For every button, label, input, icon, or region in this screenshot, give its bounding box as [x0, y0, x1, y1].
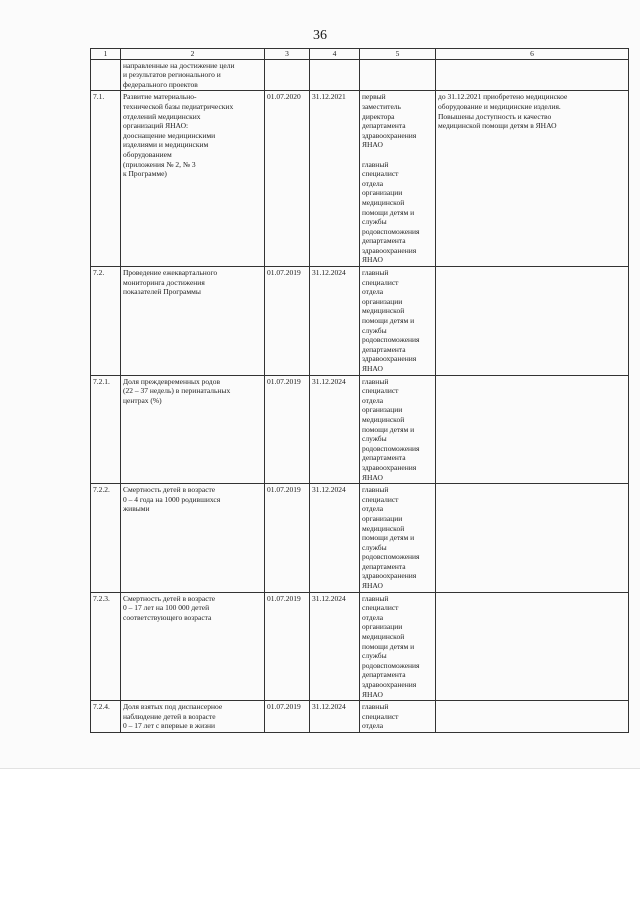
responsible-line: департамента	[362, 561, 406, 571]
responsible-line: здравоохранения	[362, 245, 417, 255]
activity-name-line: направленные на достижение цели	[123, 60, 235, 70]
end-date: 31.12.2024	[310, 592, 360, 701]
responsible-line: организации	[362, 405, 403, 415]
responsible-cell	[360, 592, 436, 701]
responsible-line: отдела	[362, 612, 384, 622]
responsible-line: директора	[362, 111, 395, 121]
end-date: 31.12.2021	[310, 91, 360, 267]
activity-name-line: оборудованием	[123, 149, 172, 159]
result-cell	[436, 701, 629, 733]
activity-name-line: изделиями и медицинским	[123, 140, 209, 150]
responsible-line: отдела	[362, 504, 384, 514]
start-date: 01.07.2019	[265, 267, 310, 376]
activity-name-line: организаций ЯНАО:	[123, 121, 189, 131]
activity-name-line: 0 – 17 лет на 100 000 детей	[123, 603, 210, 613]
table-row	[91, 701, 629, 733]
activity-name-cell	[121, 267, 265, 376]
responsible-line: главный	[362, 159, 389, 169]
column-number: 2	[121, 49, 265, 60]
activity-name-line: (приложения № 2, № 3	[123, 159, 196, 169]
item-number: 7.2.	[91, 267, 121, 376]
item-number: 7.2.4.	[91, 701, 121, 733]
responsible-line: родовспоможения	[362, 443, 420, 453]
responsible-cell	[360, 267, 436, 376]
responsible-line: департамента	[362, 236, 406, 246]
column-number-row	[91, 49, 629, 60]
responsible-line: помощи детям и	[362, 533, 415, 543]
responsible-line: службы	[362, 542, 387, 552]
action-plan-table	[90, 48, 629, 733]
responsible-cell	[360, 375, 436, 484]
responsible-line: главный	[362, 485, 389, 495]
item-number: 7.2.1.	[91, 375, 121, 484]
table-row	[91, 592, 629, 701]
table-row	[91, 267, 629, 376]
responsible-line: отдела	[362, 395, 384, 405]
responsible-line: первый	[362, 92, 386, 102]
activity-name-line: дооснащение медицинскими	[123, 130, 216, 140]
table-row	[91, 59, 629, 91]
start-date: 01.07.2020	[265, 91, 310, 267]
start-date: 01.07.2019	[265, 375, 310, 484]
responsible-line: главный	[362, 268, 389, 278]
end-date: 31.12.2024	[310, 701, 360, 733]
activity-name-line: Развитие материально-	[123, 92, 197, 102]
result-cell	[436, 484, 629, 593]
responsible-line: службы	[362, 651, 387, 661]
table-row	[91, 375, 629, 484]
responsible-line: отдела	[362, 721, 384, 731]
item-number: 7.1.	[91, 91, 121, 267]
responsible-line: службы	[362, 217, 387, 227]
responsible-line: родовспоможения	[362, 226, 420, 236]
responsible-line: специалист	[362, 603, 399, 613]
activity-name-cell	[121, 91, 265, 267]
responsible-line: ЯНАО	[362, 689, 383, 699]
responsible-line: родовспоможения	[362, 335, 420, 345]
responsible-line: организации	[362, 296, 403, 306]
responsible-line: медицинской	[362, 414, 405, 424]
end-date: 31.12.2024	[310, 375, 360, 484]
column-number: 3	[265, 49, 310, 60]
activity-name-line: Смертность детей в возрасте	[123, 593, 216, 603]
responsible-line: отдела	[362, 287, 384, 297]
responsible-line: ЯНАО	[362, 255, 383, 265]
responsible-line: ЯНАО	[362, 581, 383, 591]
table-row	[91, 91, 629, 267]
responsible-line: медицинской	[362, 197, 405, 207]
responsible-line: ЯНАО	[362, 472, 383, 482]
result-cell	[436, 267, 629, 376]
start-date: 01.07.2019	[265, 484, 310, 593]
responsible-line: департамента	[362, 670, 406, 680]
responsible-line: специалист	[362, 711, 399, 721]
start-date: 01.07.2019	[265, 701, 310, 733]
column-number: 4	[310, 49, 360, 60]
responsible-line: организации	[362, 622, 403, 632]
responsible-line: здравоохранения	[362, 130, 417, 140]
responsible-line: родовспоможения	[362, 660, 420, 670]
responsible-line: службы	[362, 325, 387, 335]
page-number: 36	[313, 28, 327, 43]
responsible-line: специалист	[362, 169, 399, 179]
responsible-line: медицинской	[362, 306, 405, 316]
start-date	[265, 59, 310, 91]
responsible-cell	[360, 91, 436, 267]
responsible-line: здравоохранения	[362, 462, 417, 472]
item-number	[91, 59, 121, 91]
table-row	[91, 484, 629, 593]
responsible-line: здравоохранения	[362, 680, 417, 689]
result-line: Повышены доступность и качество	[438, 111, 552, 121]
activity-name-line: Смертность детей в возрасте	[123, 485, 216, 495]
activity-name-line: и результатов регионального и	[123, 70, 221, 80]
responsible-line: организации	[362, 188, 403, 198]
activity-name-line: федерального проектов	[123, 79, 198, 89]
column-number: 1	[91, 49, 121, 60]
column-number: 5	[360, 49, 436, 60]
responsible-line: службы	[362, 434, 387, 444]
result-cell	[436, 592, 629, 701]
activity-name-line: соответствующего возраста	[123, 612, 212, 622]
activity-name-line: Проведение ежеквартального	[123, 268, 218, 278]
result-line: оборудование и медицинские изделия.	[438, 101, 561, 111]
activity-name-line: наблюдение детей в возрасте	[123, 711, 216, 721]
item-number: 7.2.3.	[91, 592, 121, 701]
start-date: 01.07.2019	[265, 592, 310, 701]
responsible-line: главный	[362, 376, 389, 386]
result-line: до 31.12.2021 приобретено медицинское	[438, 92, 568, 102]
activity-name-line: (22 – 37 недель) в перинатальных	[123, 386, 231, 396]
responsible-line: департамента	[362, 121, 406, 131]
activity-name-line: показателей Программы	[123, 287, 201, 297]
responsible-line: родовспоможения	[362, 552, 420, 562]
result-cell	[436, 59, 629, 91]
responsible-line: помощи детям и	[362, 316, 415, 326]
responsible-line: помощи детям и	[362, 207, 415, 217]
responsible-line: здравоохранения	[362, 571, 417, 581]
end-date: 31.12.2024	[310, 484, 360, 593]
activity-name-cell	[121, 375, 265, 484]
activity-name-cell	[121, 592, 265, 701]
activity-name-cell	[121, 484, 265, 593]
responsible-line: департамента	[362, 453, 406, 463]
activity-name-line: к Программе)	[123, 169, 167, 179]
result-cell	[436, 91, 629, 267]
responsible-line: специалист	[362, 277, 399, 287]
responsible-line: главный	[362, 702, 389, 712]
responsible-line: организации	[362, 513, 403, 523]
responsible-line: специалист	[362, 386, 399, 396]
item-number: 7.2.2.	[91, 484, 121, 593]
responsible-line: ЯНАО	[362, 140, 383, 150]
responsible-line: здравоохранения	[362, 354, 417, 364]
activity-name-line: отделений медицинских	[123, 111, 201, 121]
responsible-line: заместитель	[362, 101, 401, 111]
activity-name-line: 0 – 17 лет с впервые в жизни	[123, 721, 216, 731]
line-gap	[362, 150, 433, 160]
activity-name-line: технической базы педиатрических	[123, 101, 234, 111]
result-line: медицинской помощи детям в ЯНАО	[438, 121, 557, 131]
result-cell	[436, 375, 629, 484]
activity-name-line: Доля преждевременных родов	[123, 376, 221, 386]
activity-name-line: 0 – 4 года на 1000 родившихся	[123, 494, 221, 504]
responsible-line: отдела	[362, 178, 384, 188]
activity-name-line: мониторинга достижения	[123, 277, 205, 287]
end-date	[310, 59, 360, 91]
responsible-line: департамента	[362, 344, 406, 354]
activity-name-line: живыми	[123, 504, 150, 514]
table-body	[91, 59, 629, 732]
responsible-line: медицинской	[362, 632, 405, 642]
end-date: 31.12.2024	[310, 267, 360, 376]
responsible-line: помощи детям и	[362, 424, 415, 434]
activity-name-line: Доля взятых под диспансерное	[123, 702, 223, 712]
responsible-cell	[360, 59, 436, 91]
responsible-line: специалист	[362, 494, 399, 504]
responsible-line: медицинской	[362, 523, 405, 533]
responsible-line: помощи детям и	[362, 641, 415, 651]
responsible-line: главный	[362, 593, 389, 603]
activity-name-cell	[121, 59, 265, 91]
responsible-cell	[360, 484, 436, 593]
activity-name-cell	[121, 701, 265, 733]
responsible-cell	[360, 701, 436, 733]
responsible-line: ЯНАО	[362, 364, 383, 373]
activity-name-line: центрах (%)	[123, 395, 162, 405]
column-number: 6	[436, 49, 629, 60]
